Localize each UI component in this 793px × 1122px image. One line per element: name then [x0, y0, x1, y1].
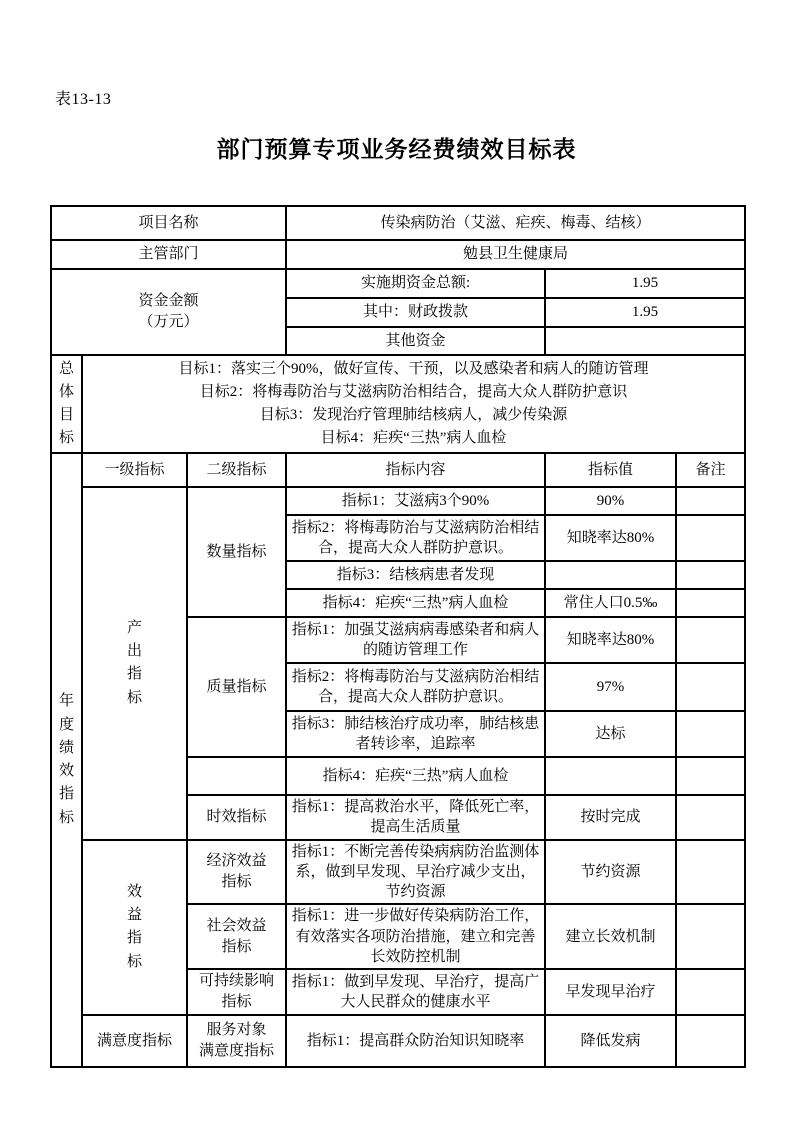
goal-line: 目标1：落实三个90%，做好宣传、干预，以及感染者和病人的随访管理 — [178, 360, 649, 377]
overall-goal-content — [82, 355, 745, 453]
annual-performance-label — [51, 453, 82, 1067]
level2-social-line1: 社会效益 — [206, 917, 267, 934]
level2-timeliness — [187, 795, 286, 840]
indicator-content: 指标2：将梅毒防治与艾滋病防治相结合，提高大众人群防护意识。 — [286, 515, 545, 561]
remark-cell — [676, 1015, 745, 1067]
indicator-content: 指标1：加强艾滋病病毒感染者和病人的随访管理工作 — [286, 617, 545, 663]
indicator-content: 指标1：提高救治水平，降低死亡率，提高生活质量 — [286, 795, 545, 840]
fund-fiscal-value: 1.95 — [545, 298, 745, 327]
header-level1: 一级指标 — [82, 453, 187, 487]
level1-satisfaction: 满意度指标 — [82, 1015, 187, 1067]
fund-other-label: 其他资金 — [286, 327, 545, 355]
indicator-content: 指标2：将梅毒防治与艾滋病防治相结合，提高大众人群防护意识。 — [286, 663, 545, 711]
table-row — [51, 206, 745, 240]
table-row — [51, 487, 745, 515]
level2-economic-line2: 指标 — [221, 873, 252, 890]
fund-other-value — [545, 327, 745, 355]
table-row — [51, 840, 745, 905]
indicator-value: 达标 — [545, 711, 676, 757]
fund-amount-label — [51, 269, 286, 355]
indicator-value: 知晓率达80% — [545, 617, 676, 663]
remark-cell — [676, 663, 745, 711]
indicator-value: 节约资源 — [545, 840, 676, 905]
goal-line: 目标2：将梅毒防治与艾滋病防治相结合，提高大众人群防护意识 — [199, 383, 628, 400]
indicator-content: 指标1：进一步做好传染病防治工作，有效落实各项防治措施，建立和完善长效防控机制 — [286, 904, 545, 969]
fund-amount-label-line1: 资金金额 — [138, 293, 199, 309]
level2-service-line2: 满意度指标 — [199, 1043, 275, 1059]
goal-line: 目标3：发现治疗管理肺结核病人，减少传染源 — [259, 407, 568, 423]
indicator-content: 指标4：疟疾“三热”病人血检 — [286, 757, 545, 795]
indicator-content: 指标4：疟疾“三热”病人血检 — [286, 589, 545, 617]
level2-sustainable-line1: 可持续影响 — [199, 973, 275, 989]
indicator-value: 90% — [545, 487, 676, 515]
fund-total-label: 实施期资金总额: — [286, 269, 545, 298]
level2-service-line1: 服务对象 — [206, 1022, 267, 1038]
level2-economic — [187, 840, 286, 905]
indicator-value: 知晓率达80% — [545, 515, 676, 561]
level1-output — [82, 487, 187, 840]
indicator-content: 指标3：肺结核治疗成功率，肺结核患者转诊率，追踪率 — [286, 711, 545, 757]
indicator-value: 按时完成 — [545, 795, 676, 840]
indicator-value: 97% — [545, 663, 676, 711]
level2-sustainable — [187, 969, 286, 1015]
remark-cell — [676, 840, 745, 905]
level2-quantity-text: 数量指标 — [206, 543, 267, 560]
goal-line: 目标4：疟疾“三热”病人血检 — [320, 430, 507, 447]
level2-sustainable-line2: 指标 — [221, 994, 252, 1010]
page-title: 部门预算专项业务经费绩效目标表 — [216, 136, 577, 162]
remark-cell — [676, 757, 745, 795]
remark-cell — [676, 904, 745, 969]
level2-economic-line1: 经济效益 — [206, 852, 267, 869]
remark-cell — [676, 969, 745, 1015]
indicator-value: 建立长效机制 — [545, 904, 676, 969]
department-value: 勉县卫生健康局 — [286, 240, 745, 269]
indicator-content: 指标1：做到早发现、早治疗，提高广大人民群众的健康水平 — [286, 969, 545, 1015]
remark-cell — [676, 795, 745, 840]
indicator-value: 常住人口0.5‰ — [545, 589, 676, 617]
header-level2: 二级指标 — [187, 453, 286, 487]
fund-amount-label-line2: （万元） — [138, 314, 199, 330]
table-row — [51, 1015, 745, 1067]
fund-fiscal-label: 其中：财政拨款 — [286, 298, 545, 327]
remark-cell — [676, 515, 745, 561]
table-row — [51, 269, 745, 298]
indicator-value: 早发现早治疗 — [545, 969, 676, 1015]
remark-cell — [676, 711, 745, 757]
indicator-content: 指标1：提高群众防治知识知晓率 — [286, 1015, 545, 1067]
performance-target-table — [50, 205, 746, 1068]
level1-benefit — [82, 840, 187, 1016]
level2-social-line2: 指标 — [221, 938, 252, 955]
indicator-content: 指标1：不断完善传染病病防治监测体系，做到早发现、早治疗减少支出，节约资源 — [286, 840, 545, 905]
level2-timeliness-text: 时效指标 — [206, 809, 267, 826]
table-number-label: 表13-13 — [55, 91, 112, 108]
level1-benefit-text: 效益指标 — [126, 883, 142, 970]
project-name-value: 传染病防治（艾滋、疟疾、梅毒、结核） — [286, 206, 745, 240]
header-value: 指标值 — [545, 453, 676, 487]
indicator-content: 指标3：结核病患者发现 — [286, 561, 545, 589]
annual-performance-label-text: 年度绩效指标 — [58, 693, 74, 826]
department-label: 主管部门 — [51, 240, 286, 269]
fund-total-value: 1.95 — [545, 269, 745, 298]
header-content: 指标内容 — [286, 453, 545, 487]
level2-service — [187, 1015, 286, 1067]
indicator-header-row — [51, 453, 745, 487]
indicator-content: 指标1：艾滋病3个90% — [286, 487, 545, 515]
project-name-label: 项目名称 — [51, 206, 286, 240]
overall-goal-label-text: 总体目标 — [58, 360, 74, 447]
level2-empty — [187, 757, 286, 795]
level2-quality-text: 质量指标 — [206, 678, 267, 695]
remark-cell — [676, 617, 745, 663]
table-row — [51, 240, 745, 269]
level2-quality — [187, 617, 286, 757]
table-row — [51, 355, 745, 453]
remark-cell — [676, 589, 745, 617]
indicator-value — [545, 757, 676, 795]
level2-social — [187, 904, 286, 969]
remark-cell — [676, 487, 745, 515]
indicator-value: 降低发病 — [545, 1015, 676, 1067]
indicator-value — [545, 561, 676, 589]
remark-cell — [676, 561, 745, 589]
level2-quantity — [187, 487, 286, 617]
header-remark: 备注 — [676, 453, 745, 487]
level1-output-text: 产出指标 — [126, 619, 142, 706]
overall-goal-label — [51, 355, 82, 453]
